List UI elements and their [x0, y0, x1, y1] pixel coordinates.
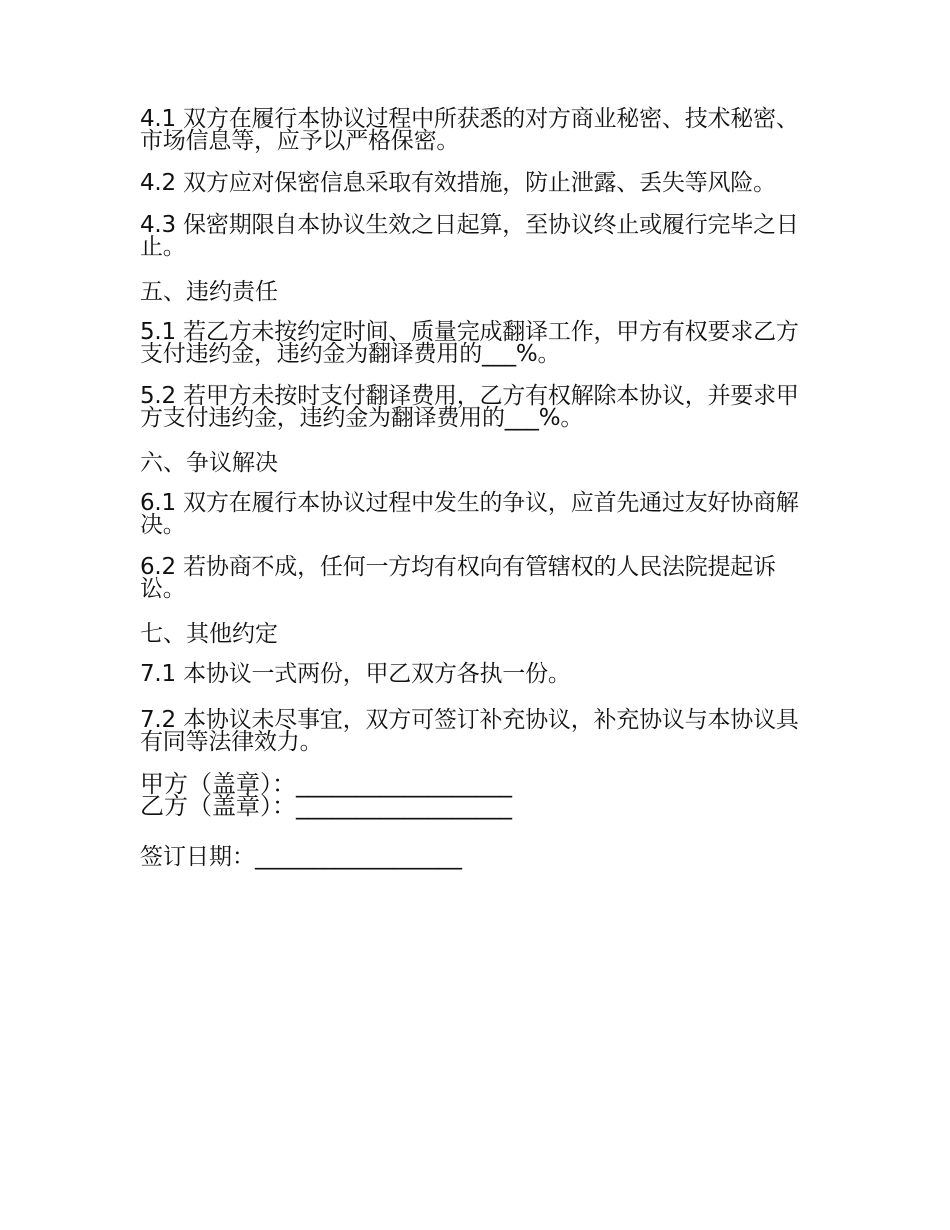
- clause-6-2: 6.2 若协商不成，任何一方均有权向有管辖权的人民法院提起诉讼。: [140, 554, 776, 602]
- party-a-seal-line: 甲方（盖章）：__________________: [140, 770, 512, 798]
- clause-5-2: 5.2 若甲方未按时支付翻译费用，乙方有权解除本协议，并要求甲方支付违约金，违约金为翻译费用的___%。: [140, 383, 799, 431]
- document-page: [140, 108, 808, 871]
- clause-6-1: 6.1 双方在履行本协议过程中发生的争议，应首先通过友好协商解决。: [140, 490, 799, 538]
- signing-date-line: 签订日期：__________________: [140, 844, 462, 870]
- clause-4-2: 4.2 双方应对保密信息采取有效措施，防止泄露、丢失等风险。: [140, 170, 776, 196]
- party-b-seal-line: 乙方（盖章）：__________________: [140, 792, 512, 820]
- clause-7-2: 7.2 本协议未尽事宜，双方可签订补充协议，补充协议与本协议具有同等法律效力。: [140, 707, 799, 755]
- signature-block: [140, 770, 808, 871]
- clause-5-1: 5.1 若乙方未按约定时间、质量完成翻译工作，甲方有权要求乙方支付违约金，违约金为翻译费用的___%。: [140, 319, 799, 367]
- section-heading-7: 七、其他约定: [140, 621, 278, 647]
- clause-4-3: 4.3 保密期限自本协议生效之日起算，至协议终止或履行完毕之日止。: [140, 212, 799, 260]
- clause-4-1: 4.1 双方在履行本协议过程中所获悉的对方商业秘密、技术秘密、市场信息等，应予以严格保密。: [140, 106, 799, 154]
- section-heading-5: 五、违约责任: [140, 279, 278, 305]
- section-heading-6: 六、争议解决: [140, 450, 278, 476]
- clause-7-1: 7.1 本协议一式两份，甲乙双方各执一份。: [140, 661, 571, 687]
